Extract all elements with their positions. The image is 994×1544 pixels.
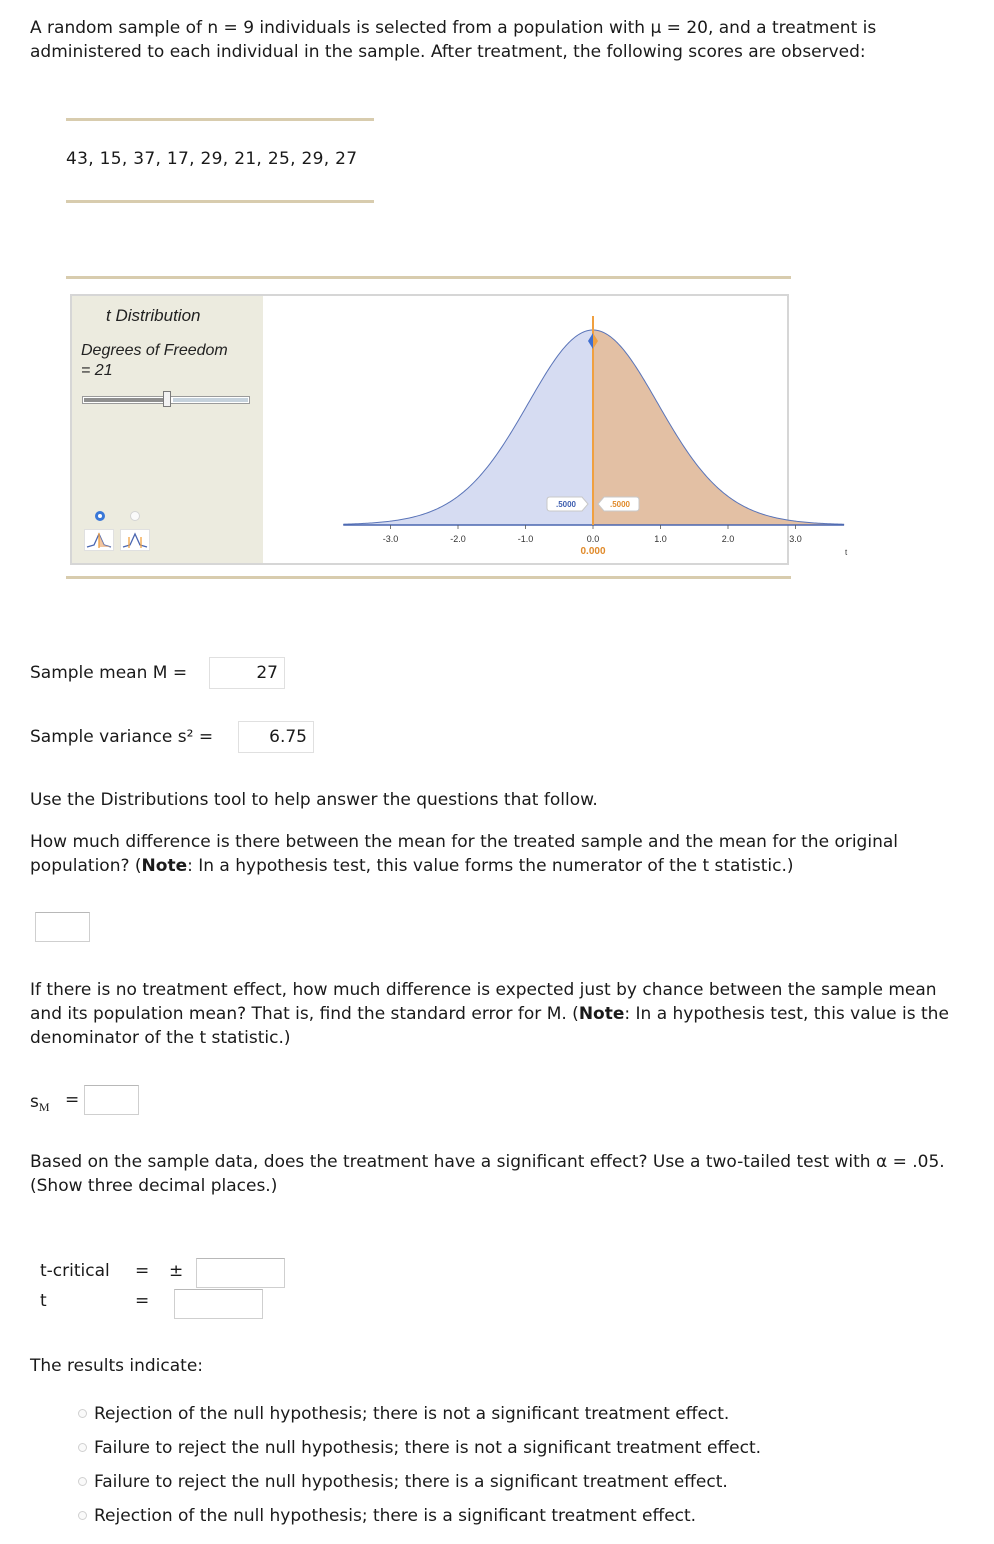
two-tail-icon[interactable] [120, 529, 150, 551]
sample-mean-label: Sample mean M = [30, 663, 188, 683]
t-statistic-input[interactable] [174, 1289, 263, 1319]
left-area-value: .5000 [555, 500, 577, 509]
q1-text: How much difference is there between the mean for the treated sample and the mean for the original population? ( [30, 832, 898, 876]
df-value: = 21 [81, 362, 113, 379]
result-radio[interactable] [78, 1409, 87, 1418]
one-tail-radio[interactable] [95, 511, 105, 521]
df-label: Degrees of Freedom [81, 342, 228, 359]
tick-marks [383, 525, 802, 544]
result-option-label: Failure to reject the null hypothesis; there is not a significant treatment effect. [94, 1438, 762, 1458]
t-critical-equals: = [135, 1261, 150, 1281]
tick-label: -2.0 [450, 534, 466, 544]
result-option-label: Rejection of the null hypothesis; there is not a significant treatment effect. [94, 1404, 730, 1424]
t-critical-input[interactable] [196, 1258, 285, 1288]
df-slider-rest [173, 398, 248, 402]
divider [66, 200, 374, 203]
two-tail-radio[interactable] [130, 511, 140, 521]
t-statistic-label: t [40, 1291, 47, 1311]
df-slider-fill [84, 398, 166, 402]
note-label: Note [578, 1004, 625, 1024]
result-option-label: Failure to reject the null hypothesis; there is a significant treatment effect. [94, 1472, 728, 1492]
plus-minus-sign: ± [169, 1261, 184, 1281]
tick-label: -3.0 [382, 534, 399, 544]
sample-variance-value: 6.75 [238, 721, 314, 753]
cut-value-readout: 0.000 [580, 546, 606, 557]
result-radio[interactable] [78, 1477, 87, 1486]
df-slider-thumb[interactable] [163, 391, 171, 407]
question-significance: Based on the sample data, does the treatment have a significant effect? Use a two-tailed test with α = .05. (Show three decimal places.) [30, 1152, 945, 1196]
q1-text-end: : In a hypothesis test, this value forms the numerator of the t statistic.) [187, 856, 794, 876]
tool-instruction: Use the Distributions tool to help answer the questions that follow. [30, 790, 598, 810]
sm-label [30, 1092, 50, 1112]
result-option-label: Rejection of the null hypothesis; there is a significant treatment effect. [94, 1506, 697, 1526]
scores-list: 43, 15, 37, 17, 29, 21, 25, 29, 27 [66, 149, 358, 169]
result-radio[interactable] [78, 1511, 87, 1520]
problem-intro: A random sample of n = 9 individuals is selected from a population with μ = 20, and a treatment is administered to each individual in the sample. After treatment, the following scores are observed: [30, 18, 877, 62]
divider [66, 576, 791, 579]
question-mean-difference [30, 830, 960, 878]
result-radio[interactable] [78, 1443, 87, 1452]
sm-symbol: s [30, 1092, 39, 1112]
t-distribution-tool [70, 294, 848, 565]
left-area-label [547, 497, 588, 511]
tick-label: 0.0 [586, 534, 600, 544]
t-distribution-chart[interactable] [265, 296, 848, 563]
sample-variance-label: Sample variance s² = [30, 727, 214, 747]
standard-error-input[interactable] [84, 1085, 139, 1115]
q2-text: If there is no treatment effect, how much difference is expected just by chance between the sample mean and its population mean? That is, find the standard error for M. ( [30, 980, 937, 1024]
tick-label: 2.0 [721, 534, 735, 544]
widget-title: t Distribution [106, 306, 201, 325]
right-area-value: .5000 [609, 500, 631, 509]
question-standard-error [30, 978, 960, 1050]
axis-label: t [844, 548, 848, 557]
q2-text-end: : In a hypothesis test, this value is the denominator of the t statistic.) [30, 1004, 949, 1048]
t-critical-label: t-critical [40, 1261, 110, 1281]
distribution-controls [72, 296, 263, 563]
sm-equals: = [65, 1090, 80, 1110]
mean-difference-input[interactable] [35, 912, 90, 942]
results-label: The results indicate: [30, 1356, 204, 1376]
right-area-label [598, 497, 639, 511]
one-tail-icon[interactable] [84, 529, 114, 551]
divider [66, 276, 791, 279]
tick-label: 3.0 [789, 534, 802, 544]
note-label: Note [141, 856, 188, 876]
sample-mean-value: 27 [209, 657, 285, 689]
tick-label: 1.0 [654, 534, 667, 544]
divider [66, 118, 374, 121]
tick-label: -1.0 [517, 534, 534, 544]
t-statistic-equals: = [135, 1291, 150, 1311]
sm-subscript: M [38, 1100, 50, 1114]
